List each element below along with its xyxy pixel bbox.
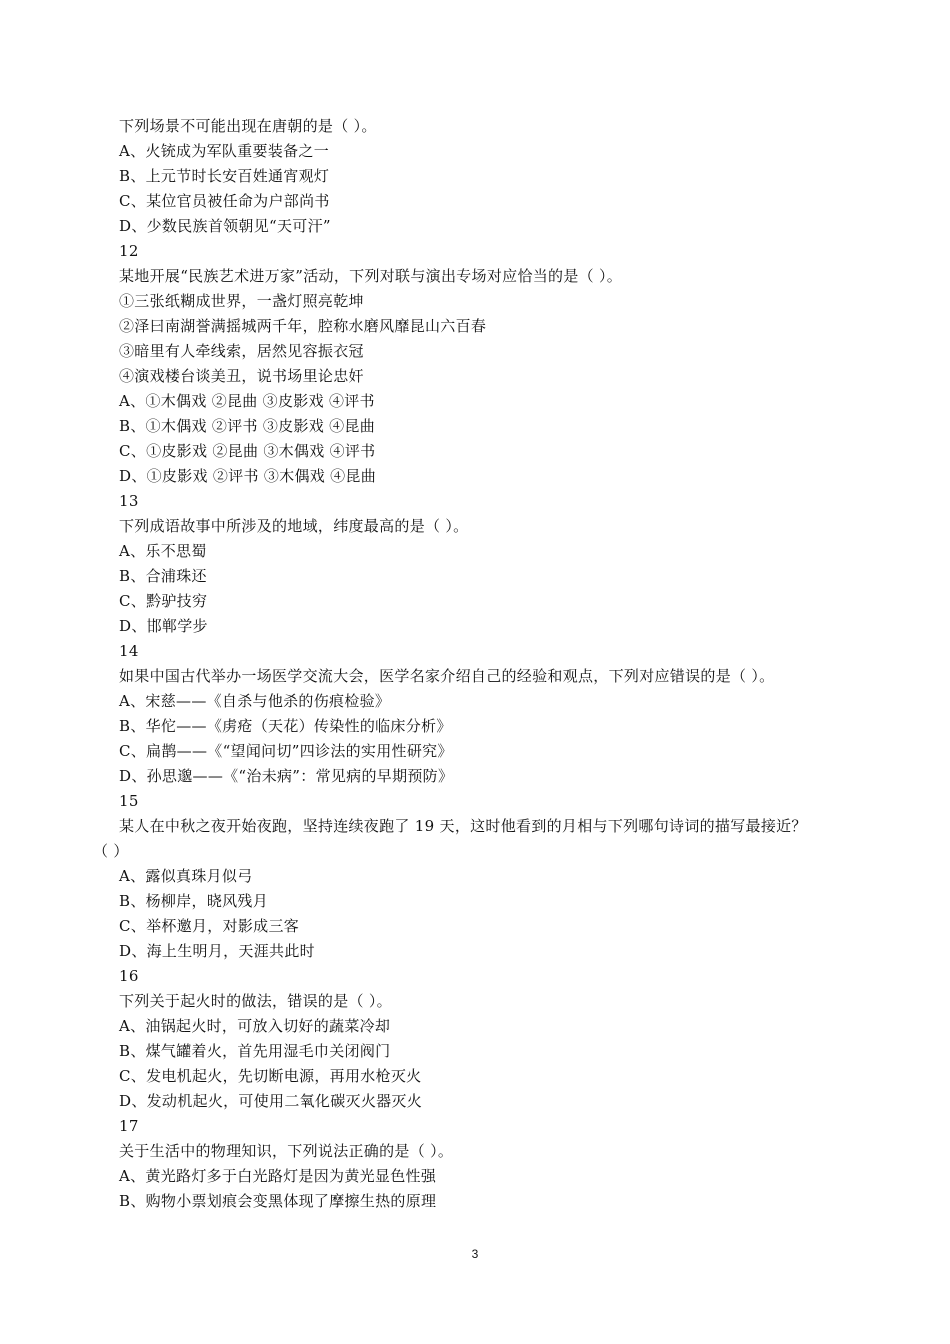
question-15-number: 15 bbox=[119, 792, 139, 810]
question-16-number: 16 bbox=[119, 967, 139, 985]
question-16-option-d: D、发动机起火，可使用二氧化碳灭火器灭火 bbox=[119, 1092, 423, 1110]
question-14-number: 14 bbox=[119, 642, 139, 660]
question-15-option-b: B、杨柳岸，晓风残月 bbox=[119, 892, 269, 910]
question-16-option-a: A、油锅起火时，可放入切好的蔬菜冷却 bbox=[119, 1017, 391, 1035]
question-11-stem: 下列场景不可能出现在唐朝的是（ ）。 bbox=[119, 117, 377, 135]
question-13-stem: 下列成语故事中所涉及的地域，纬度最高的是（ ）。 bbox=[119, 517, 469, 535]
question-11-option-a: A、火铳成为军队重要装备之一 bbox=[119, 142, 330, 160]
question-11-option-b: B、上元节时长安百姓通宵观灯 bbox=[119, 167, 330, 185]
question-12-couplet-3: ③暗里有人牵线索，居然见容振衣冠 bbox=[119, 342, 364, 360]
question-14-option-c: C、扁鹊——《“望闻问切”四诊法的实用性研究》 bbox=[119, 742, 453, 760]
question-12-number: 12 bbox=[119, 242, 139, 260]
question-12-option-d: D、①皮影戏 ②评书 ③木偶戏 ④昆曲 bbox=[119, 467, 377, 485]
question-15-stem-continuation: （ ） bbox=[93, 842, 129, 860]
question-13-option-d: D、邯郸学步 bbox=[119, 617, 208, 635]
question-17-option-a: A、黄光路灯多于白光路灯是因为黄光显色性强 bbox=[119, 1167, 437, 1185]
question-13-option-c: C、黔驴技穷 bbox=[119, 592, 208, 610]
question-12-option-b: B、①木偶戏 ②评书 ③皮影戏 ④昆曲 bbox=[119, 417, 376, 435]
question-16-option-c: C、发电机起火，先切断电源，再用水枪灭火 bbox=[119, 1067, 422, 1085]
question-17-stem: 关于生活中的物理知识，下列说法正确的是（ ）。 bbox=[119, 1142, 454, 1160]
question-13-number: 13 bbox=[119, 492, 139, 510]
question-17-option-b: B、购物小票划痕会变黑体现了摩擦生热的原理 bbox=[119, 1192, 437, 1210]
question-14-option-d: D、孙思邈——《“治未病”：常见病的早期预防》 bbox=[119, 767, 454, 785]
question-12-couplet-2: ②泽曰南湖誉满摇城两千年，腔称水磨风靡昆山六百春 bbox=[119, 317, 487, 335]
question-12-couplet-1: ①三张纸糊成世界，一盏灯照亮乾坤 bbox=[119, 292, 364, 310]
question-14-stem: 如果中国古代举办一场医学交流大会，医学名家介绍自己的经验和观点，下列对应错误的是（ ）。 bbox=[119, 667, 775, 685]
question-14-option-b: B、华佗——《虏疮（天花）传染性的临床分析》 bbox=[119, 717, 452, 735]
question-12-option-a: A、①木偶戏 ②昆曲 ③皮影戏 ④评书 bbox=[119, 392, 375, 410]
question-15-option-c: C、举杯邀月，对影成三客 bbox=[119, 917, 300, 935]
question-16-stem: 下列关于起火时的做法，错误的是（ ）。 bbox=[119, 992, 392, 1010]
question-16-option-b: B、煤气罐着火，首先用湿毛巾关闭阀门 bbox=[119, 1042, 391, 1060]
question-15-option-a: A、露似真珠月似弓 bbox=[119, 867, 253, 885]
question-11-option-d: D、少数民族首领朝见“天可汗” bbox=[119, 217, 331, 235]
question-14-option-a: A、宋慈——《自杀与他杀的伤痕检验》 bbox=[119, 692, 391, 710]
question-17-number: 17 bbox=[119, 1117, 139, 1135]
question-13-option-b: B、合浦珠还 bbox=[119, 567, 207, 585]
question-15-option-d: D、海上生明月，天涯共此时 bbox=[119, 942, 315, 960]
question-12-couplet-4: ④演戏楼台谈美丑，说书场里论忠奸 bbox=[119, 367, 364, 385]
page-number: 3 bbox=[471, 1247, 479, 1261]
question-list bbox=[0, 114, 950, 1214]
question-12-option-c: C、①皮影戏 ②昆曲 ③木偶戏 ④评书 bbox=[119, 442, 376, 460]
question-15-stem: 某人在中秋之夜开始夜跑，坚持连续夜跑了 19 天，这时他看到的月相与下列哪句诗词的描写最接近？ bbox=[119, 817, 807, 835]
question-12-stem: 某地开展“民族艺术进万家”活动，下列对联与演出专场对应恰当的是（ ）。 bbox=[119, 267, 623, 285]
question-11-option-c: C、某位官员被任命为户部尚书 bbox=[119, 192, 330, 210]
question-13-option-a: A、乐不思蜀 bbox=[119, 542, 207, 560]
